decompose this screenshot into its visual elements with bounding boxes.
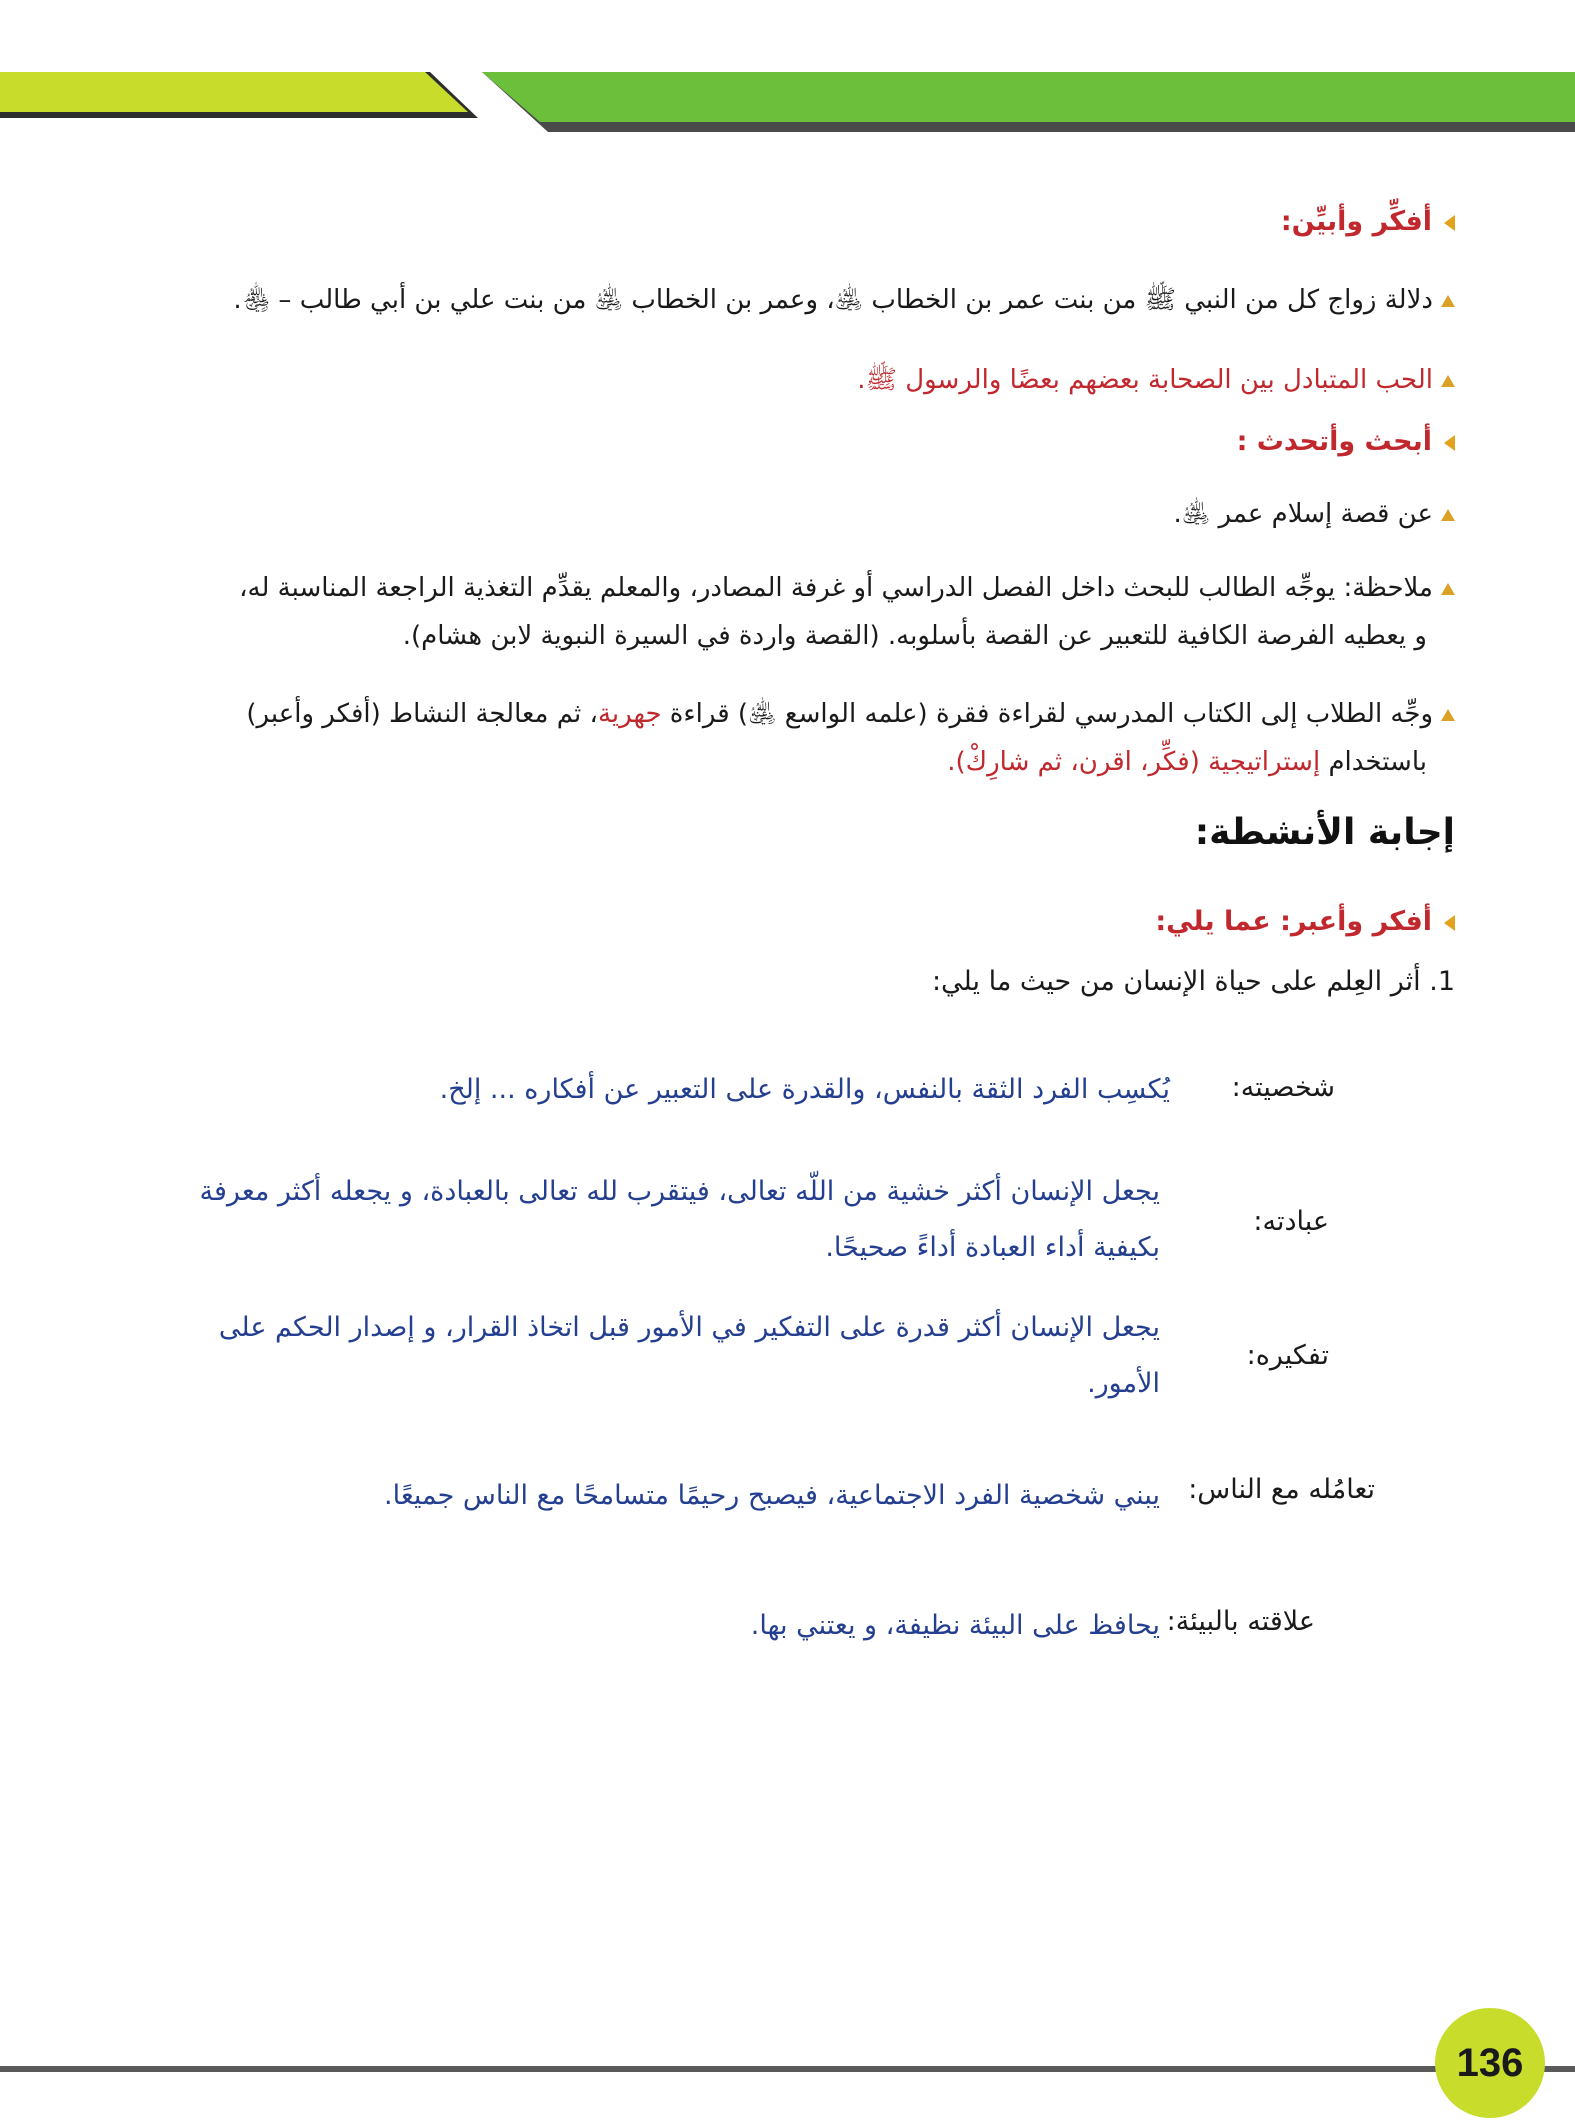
answer-text-environment: يحافظ على البيئة نظيفة، و يعتني بها. <box>750 1610 1160 1641</box>
think-explain-heading <box>115 206 1455 237</box>
answer-label-thinking: تفكيره: <box>1246 1340 1329 1371</box>
heading-triangle-icon <box>1444 915 1455 931</box>
answer-text-personality: يُكسِب الفرد الثقة بالنفس، والقدرة على التعبير عن أفكاره ... إلخ. <box>439 1074 1170 1105</box>
question-1 <box>115 966 1455 997</box>
answer-label-people: تعامُله مع الناس: <box>1188 1474 1375 1505</box>
header-green-bar <box>482 72 1575 122</box>
bullet-text: عن قصة إسلام عمر ﵁. <box>1173 499 1433 529</box>
bullet-text: الحب المتبادل بين الصحابة بعضهم بعضًا والرسول ﷺ. <box>857 365 1433 395</box>
bullet-item <box>115 490 1455 538</box>
bullet-icon <box>1441 375 1455 387</box>
heading-triangle-icon <box>1444 435 1455 451</box>
answer-label-worship: عبادته: <box>1253 1206 1329 1237</box>
bullet-icon <box>1441 509 1455 521</box>
answer-text-worship: يجعل الإنسان أكثر خشية من اللّه تعالى، فيتقرب لله تعالى بالعبادة، و يجعله أكثر معرفة بكيفية أداء العبادة أداءً صحيحًا. <box>199 1176 1160 1263</box>
footer-line <box>0 2066 1575 2072</box>
answer-label-personality: شخصيته: <box>1231 1072 1335 1103</box>
page-number-badge <box>1435 2008 1545 2118</box>
bullet-icon <box>1441 583 1455 595</box>
think-explain-heading-text: أفكِّر وأبيِّن: <box>1280 206 1432 237</box>
answer-label-environment: علاقته بالبيئة: <box>1166 1606 1315 1637</box>
note-bullet <box>115 564 1455 660</box>
bullet-icon <box>1441 295 1455 307</box>
think-express-heading-text: أفكر وأعبر: عما يلي: <box>1155 906 1432 937</box>
note-line-1: ملاحظة: يوجِّه الطالب للبحث داخل الفصل الدراسي أو غرفة المصادر، والمعلم يقدِّم التغذية الراجعة المناسبة له، <box>239 573 1433 603</box>
instruction-bullet <box>115 690 1455 786</box>
question-number: 1. <box>1429 966 1455 997</box>
answer-text-people: يبني شخصية الفرد الاجتماعية، فيصبح رحيمًا متسامحًا مع الناس جميعًا. <box>384 1480 1160 1511</box>
note-line-2: و يعطيه الفرصة الكافية للتعبير عن القصة بأسلوبه. (القصة واردة في السيرة النبوية لابن هشام). <box>402 621 1427 651</box>
instruction-text: وجِّه الطلاب إلى الكتاب المدرسي لقراءة فقرة (علمه الواسع ﵁) قراءة <box>661 699 1433 729</box>
bullet-item <box>115 356 1455 404</box>
answers-title: إجابة الأنشطة: <box>1194 812 1455 853</box>
header-lime-bar-fill <box>0 72 468 112</box>
think-express-heading <box>115 906 1455 937</box>
bullet-text: دلالة زواج كل من النبي ﷺ من بنت عمر بن الخطاب ﵁، وعمر بن الخطاب ﵁ من بنت علي بن أبي طالب – ﵃. <box>233 285 1433 315</box>
research-talk-heading <box>115 426 1455 457</box>
header-decoration <box>0 0 1575 140</box>
instruction-text: باستخدام <box>1320 747 1427 777</box>
bullet-item <box>115 276 1455 324</box>
bullet-icon <box>1441 709 1455 721</box>
research-talk-heading-text: أبحث وأتحدث : <box>1236 426 1432 457</box>
strategy-red-text: إستراتيجية (فكِّر، اقرن، ثم شارِكْ). <box>947 747 1321 777</box>
heading-triangle-icon <box>1444 215 1455 231</box>
instruction-text: ، ثم معالجة النشاط (أفكر وأعبر) <box>246 699 598 729</box>
answer-text-thinking: يجعل الإنسان أكثر قدرة على التفكير في الأمور قبل اتخاذ القرار، و إصدار الحكم على الأمور. <box>218 1312 1160 1399</box>
question-text: أثر العِلم على حياة الإنسان من حيث ما يلي: <box>931 966 1421 997</box>
instruction-red-text: جهرية <box>597 699 662 729</box>
page-number: 136 <box>1456 2040 1524 2085</box>
